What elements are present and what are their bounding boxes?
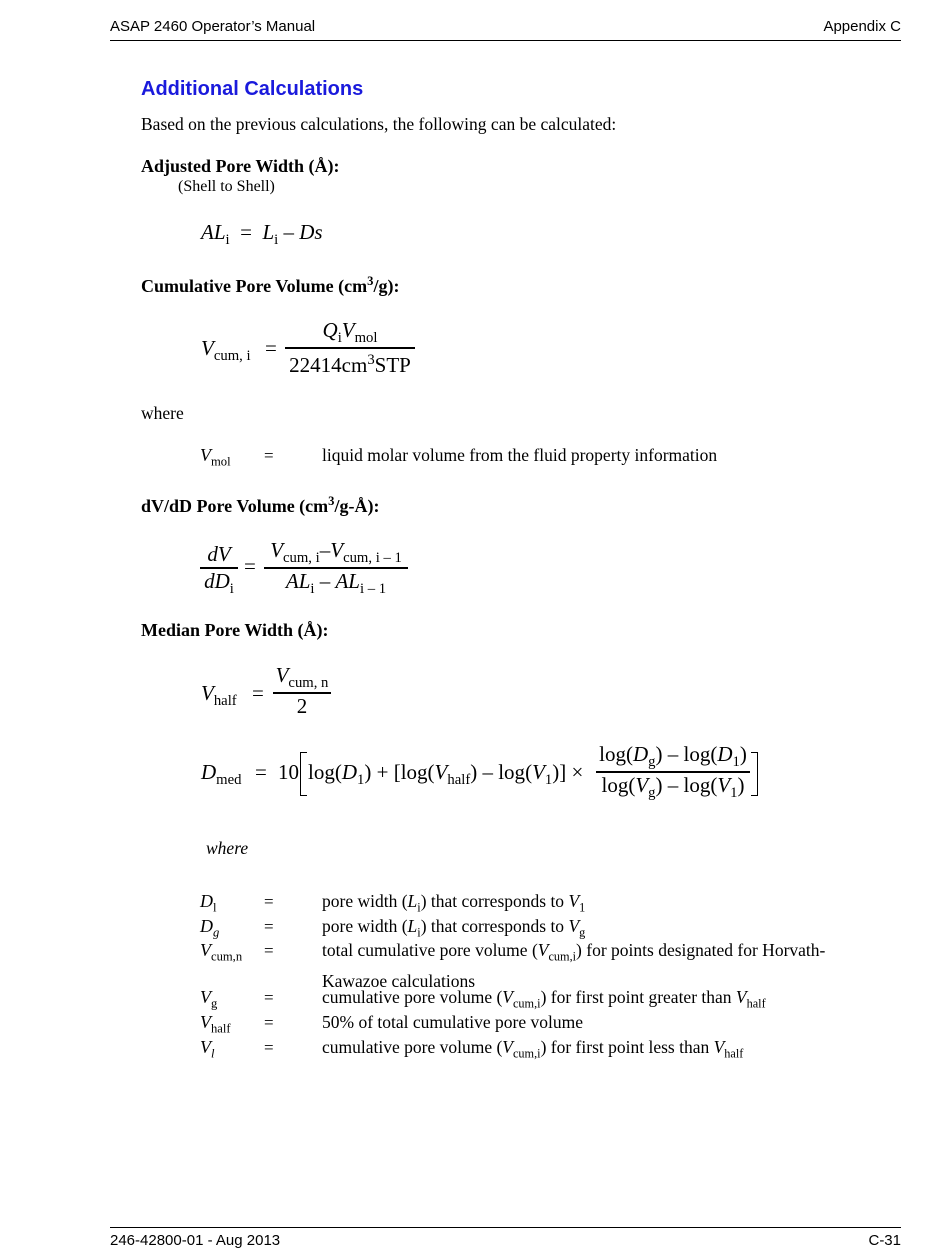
def-vcumn-text: total cumulative pore volume $(V_{cum,i})$ for points designated for Horvath- Kawazoe calculations [322,938,882,993]
dmed-body: $\log(D_1) + [\log(V_{half}) - \log(V_1)]$ × [308,760,584,789]
def-vg-text: cumulative pore volume $(V_{cum,i})$ for first point greater than $V_{half}$ [322,987,766,1011]
dmed-lhs: $D_{med}$ [201,760,242,789]
def-vg-var: $V_g$ [200,987,218,1011]
dvdd-rhs-fraction [264,538,408,598]
dmed-equals: = [255,760,267,784]
vhalf-fraction [273,663,331,719]
dmed-fraction [596,742,750,802]
footer-rule [110,1227,901,1228]
header-section: Appendix C [823,18,901,35]
cumulative-fraction-bar [285,347,415,349]
adjusted-heading: Adjusted Pore Width (Å): [141,156,340,176]
def-dl-text: pore width $(L_i)$ that corresponds to $V_1$ [322,891,586,915]
def-dg-eq: = [264,917,274,936]
cumulative-fraction [285,318,415,378]
dmed-right-bracket [751,752,758,796]
dvdd-lhs-numerator: dV [207,542,231,566]
footer-docnum: 246-42800-01 - Aug 2013 [110,1232,281,1249]
cumulative-lhs: $V_{cum, i}$ [201,336,251,365]
cumulative-denominator: $22414cm^3STP$ [289,351,411,377]
def-vmol-eq: = [264,446,274,465]
def-vcumn-line2: Kawazoe calculations [322,970,476,991]
vhalf-equals: = [252,681,264,705]
dvdd-rhs-numerator: $V_{cum, i}-V_{cum, i - 1}$ [270,538,402,567]
def-vl-var: $V_l$ [200,1037,215,1061]
vhalf-numerator: $V_{cum, n}$ [275,663,329,692]
def-dl-var: $D_l$ [200,891,217,915]
def-vg-eq: = [264,988,274,1007]
dvdd-lhs-denominator: $dD_i$ [204,568,234,597]
header-rule [110,40,901,41]
vhalf-denominator: 2 [296,693,308,718]
def-vcumn-eq: = [264,941,274,960]
dmed-ten: 10 [278,760,299,784]
dmed-denominator: $\log(V_g) - \log(V_1)$ [601,772,745,801]
dmed-numerator: $\log(D_g) - \log(D_1)$ [599,742,747,771]
dvdd-equals: = [244,554,256,578]
section-title: Additional Calculations [141,78,364,100]
section-intro: Based on the previous calculations, the following can be calculated: [141,114,617,134]
def-vhalf-eq: = [264,1013,274,1032]
def-vhalf-text: 50% of total cumulative pore volume [322,1012,583,1032]
adjusted-note: (Shell to Shell) [178,178,275,195]
dvdd-lhs-fraction [200,542,238,598]
def-vhalf-var: $V_{half}$ [200,1012,231,1036]
cumulative-equals: = [265,336,277,360]
def-dg-var: $D_g$ [200,916,220,940]
def-dl-eq: = [264,892,274,911]
median-heading: Median Pore Width (Å): [141,620,329,640]
def-vl-text: cumulative pore volume $(V_{cum,i})$ for first point less than $V_{half}$ [322,1037,744,1061]
dmed-left-bracket [300,752,307,796]
median-where: where [206,838,249,858]
def-vmol-var: $V_{mol}$ [200,445,231,469]
vhalf-lhs: $V_{half}$ [201,681,237,710]
cumulative-where: where [141,403,184,423]
footer-page-number: C-31 [868,1232,901,1249]
cumulative-numerator: $Q_iV_{mol}$ [322,318,378,347]
def-vcumn-var: $V_{cum,n}$ [200,940,243,964]
def-vmol-text: liquid molar volume from the fluid property information [322,445,718,465]
def-vl-eq: = [264,1038,274,1057]
cumulative-heading: Cumulative Pore Volume $(cm^3/g)$: [141,274,400,296]
header-title: ASAP 2460 Operator’s Manual [110,18,316,35]
dvdd-heading: dV/dD Pore Volume $(cm^3/g-Å)$: [141,494,380,516]
def-dg-text: pore width $(L_i)$ that corresponds to $V_g$ [322,916,586,940]
dvdd-rhs-denominator: $AL_i - AL_{i - 1}$ [285,568,387,597]
adjusted-formula: $AL_i = L_i - Ds$ [201,220,323,249]
